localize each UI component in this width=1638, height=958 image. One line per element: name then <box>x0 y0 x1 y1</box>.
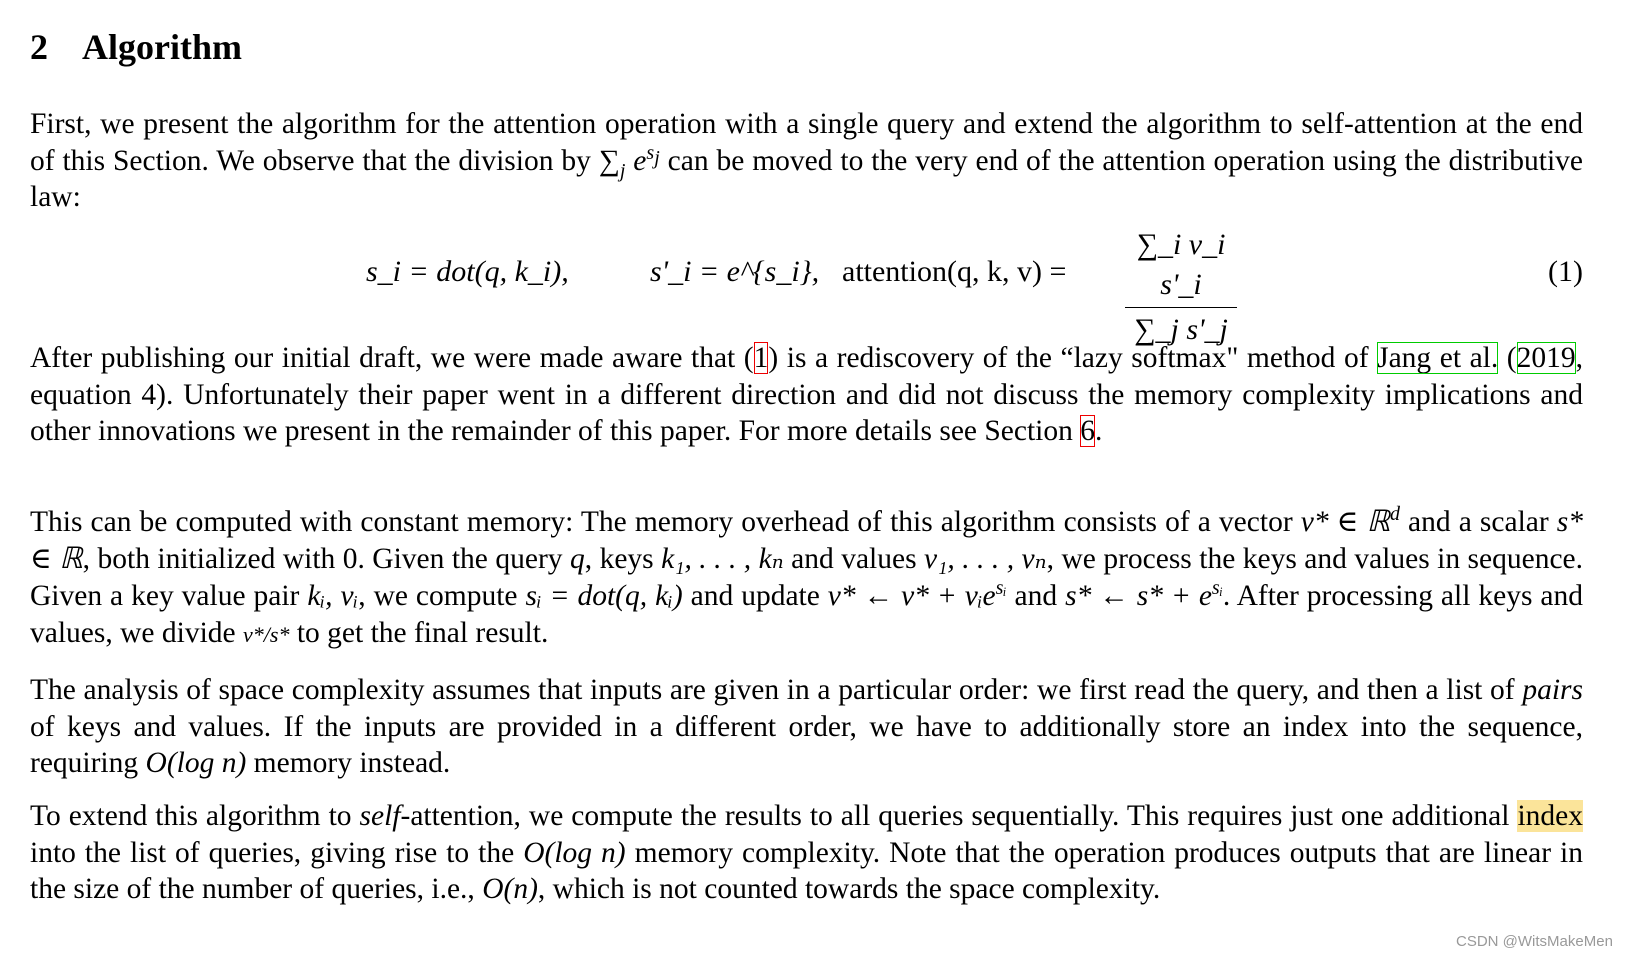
text: . After processing all keys and values, we divide <box>30 580 1584 649</box>
equation-part: s'_i = e^{s_i}, <box>650 255 820 288</box>
math: O(n) <box>482 873 538 905</box>
math: sᵢ = dot(q, kᵢ) <box>525 580 683 612</box>
math: j <box>654 146 660 169</box>
text: memory complexity. Note that the operation produces outputs that are linear in the size of the number of queries, i.e., <box>30 836 1583 905</box>
highlighted-word: index <box>1517 800 1583 832</box>
section-heading <box>30 26 242 68</box>
math: e <box>625 144 647 177</box>
paragraph-2 <box>30 340 1583 450</box>
text: can be moved to the very end of the attention operation using the distributive law: <box>30 144 1584 213</box>
math: v₁, . . . , vₙ <box>924 543 1047 575</box>
math: sᵢ <box>1211 577 1223 600</box>
citation-link[interactable]: Jang et al. <box>1377 342 1499 374</box>
math: s <box>646 141 655 164</box>
equation-ref-link[interactable]: 1 <box>753 342 769 374</box>
text: The analysis of space complexity assumes that inputs are given in a particular order: we first read the query, and then a list of <box>30 674 1523 706</box>
paragraph-1 <box>30 106 1583 216</box>
paragraph-5 <box>30 798 1583 908</box>
text: into the list of queries, giving rise to the <box>30 836 524 869</box>
math: O(log n) <box>523 836 626 869</box>
section-title: Algorithm <box>82 27 242 67</box>
text: to get the final result. <box>289 617 549 649</box>
math: j <box>619 159 626 182</box>
math: v*/s* <box>243 622 290 647</box>
numerator: ∑_i v_i s'_i <box>1136 228 1226 301</box>
math: v* ∈ ℝ <box>1300 506 1390 538</box>
equation-number: (1) <box>1548 255 1583 288</box>
text: of keys and values. If the inputs are provided in a different order, we have to additionally store an index into the sequence, requiring <box>30 710 1583 779</box>
citation-year-link[interactable]: 2019 <box>1516 342 1576 374</box>
math: k₁, . . . , kₙ <box>661 543 784 575</box>
text: , we process the keys and values in sequence. Given a key value pair <box>30 543 1584 612</box>
text: -attention, we compute the results to all queries sequentially. This requires just one additional <box>400 800 1518 832</box>
text: First, we present the algorithm for the attention operation with a single query and extend the algorithm to self-attention at the end of this Section. We observe that the division by <box>30 108 1583 177</box>
text: , keys <box>584 543 662 575</box>
text: memory instead. <box>246 747 451 779</box>
text: and values <box>783 543 925 575</box>
section-ref-link[interactable]: 6 <box>1080 415 1095 447</box>
math: s* ∈ ℝ <box>30 506 1584 575</box>
text: and update <box>682 580 828 612</box>
text: , we compute <box>358 580 526 612</box>
math-sum: ∑ <box>598 144 620 177</box>
text: and <box>1006 580 1066 612</box>
math: q <box>570 543 585 575</box>
section-number: 2 <box>30 27 48 67</box>
equation-1 <box>0 225 1638 346</box>
paragraph-4 <box>30 672 1583 782</box>
math: O(log n) <box>145 747 247 779</box>
equation-part: s_i = dot(q, k_i), <box>366 255 569 288</box>
text: This can be computed with constant memory: The memory overhead of this algorithm consists of a vector <box>30 506 1301 538</box>
math: kᵢ, vᵢ <box>307 580 359 612</box>
text: and a scalar <box>1399 506 1557 538</box>
text: ) is a rediscovery of the “lazy softmax" method of <box>768 342 1378 374</box>
equation-fraction <box>1125 225 1237 350</box>
equation-part: attention(q, k, v) = <box>842 255 1067 288</box>
text: . <box>1095 415 1103 447</box>
paragraph-3 <box>30 504 1583 653</box>
text: ( <box>1498 342 1517 374</box>
watermark: CSDN @WitsMakeMen <box>1456 933 1613 950</box>
emphasis: pairs <box>1522 674 1583 706</box>
text: , both initialized with 0. Given the query <box>82 543 570 575</box>
math: d <box>1389 503 1400 526</box>
text: , which is not counted towards the space complexity. <box>537 873 1161 905</box>
math: sᵢ <box>995 577 1007 600</box>
math: v* ← v* + vᵢe <box>827 580 996 612</box>
emphasis: self <box>359 800 401 832</box>
text: , equation 4). Unfortunately their paper went in a different direction and did not discuss the memory complexity implications and other innovations we present in the remainder of this paper. For more details see Section <box>30 342 1583 447</box>
denominator: ∑_j s'_j <box>1134 313 1228 346</box>
text: To extend this algorithm to <box>30 800 360 832</box>
math: s* ← s* + e <box>1065 580 1212 612</box>
text: After publishing our initial draft, we were made aware that ( <box>30 342 754 374</box>
